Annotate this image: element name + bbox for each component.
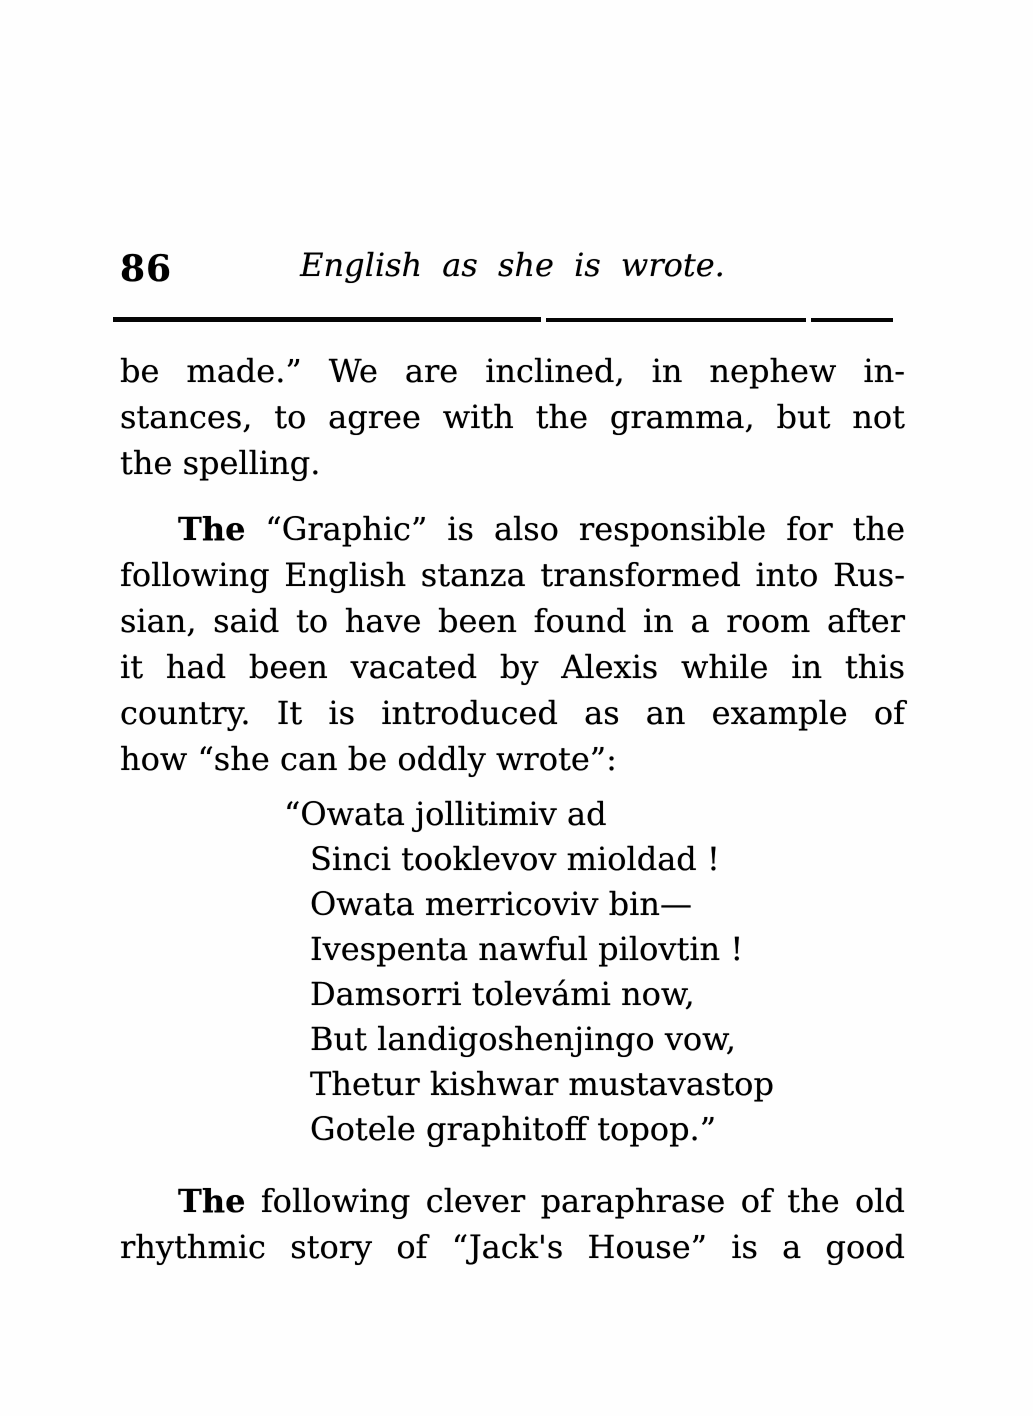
verse-line: Owata merricoviv bin— — [310, 885, 692, 923]
page-header — [120, 246, 905, 290]
rule-segment — [546, 318, 806, 322]
line-text: “Graphic” is also responsible for the — [265, 510, 906, 548]
verse-stanza — [284, 792, 905, 1152]
verse-line: Sinci tooklevov mioldad ! — [310, 840, 720, 878]
header-rule — [113, 317, 893, 322]
text-line: country. It is introduced as an example of — [120, 694, 905, 732]
text-line: how “she can be oddly wrote”: — [120, 740, 617, 778]
text-line: rhythmic story of “Jack's House” is a good — [120, 1228, 905, 1266]
page-number: 86 — [120, 248, 173, 290]
lead-word: The — [178, 510, 246, 548]
paragraph-1 — [120, 348, 905, 486]
running-title: English as she is wrote. — [300, 246, 725, 284]
verse-line: Damsorri tolevámi now, — [310, 975, 695, 1013]
rule-segment — [113, 317, 541, 322]
text-line: it had been vacated by Alexis while in this — [120, 648, 905, 686]
verse-line: Ivespenta nawful pilovtin ! — [310, 930, 744, 968]
verse-line: Gotele graphitoff topop.” — [310, 1110, 717, 1148]
rule-segment — [811, 318, 893, 322]
verse-line: But landigoshenjingo vow, — [310, 1020, 736, 1058]
text-line: sian, said to have been found in a room after — [120, 602, 905, 640]
lead-word: The — [178, 1182, 246, 1220]
verse-line: “Owata jollitimiv ad — [284, 795, 607, 833]
text-line: be made.” We are inclined, in nephew in- — [120, 352, 905, 390]
text-line: the spelling. — [120, 444, 321, 482]
text-line: stances, to agree with the gramma, but not — [120, 398, 905, 436]
text-line — [120, 506, 905, 552]
verse-line: Thetur kishwar mustavastop — [310, 1065, 774, 1103]
paragraph-2 — [120, 506, 905, 782]
text-line: following English stanza transformed into Rus- — [120, 556, 905, 594]
line-text: following clever paraphrase of the old — [260, 1182, 906, 1220]
paragraph-3 — [120, 1178, 905, 1270]
text-line — [120, 1178, 905, 1224]
